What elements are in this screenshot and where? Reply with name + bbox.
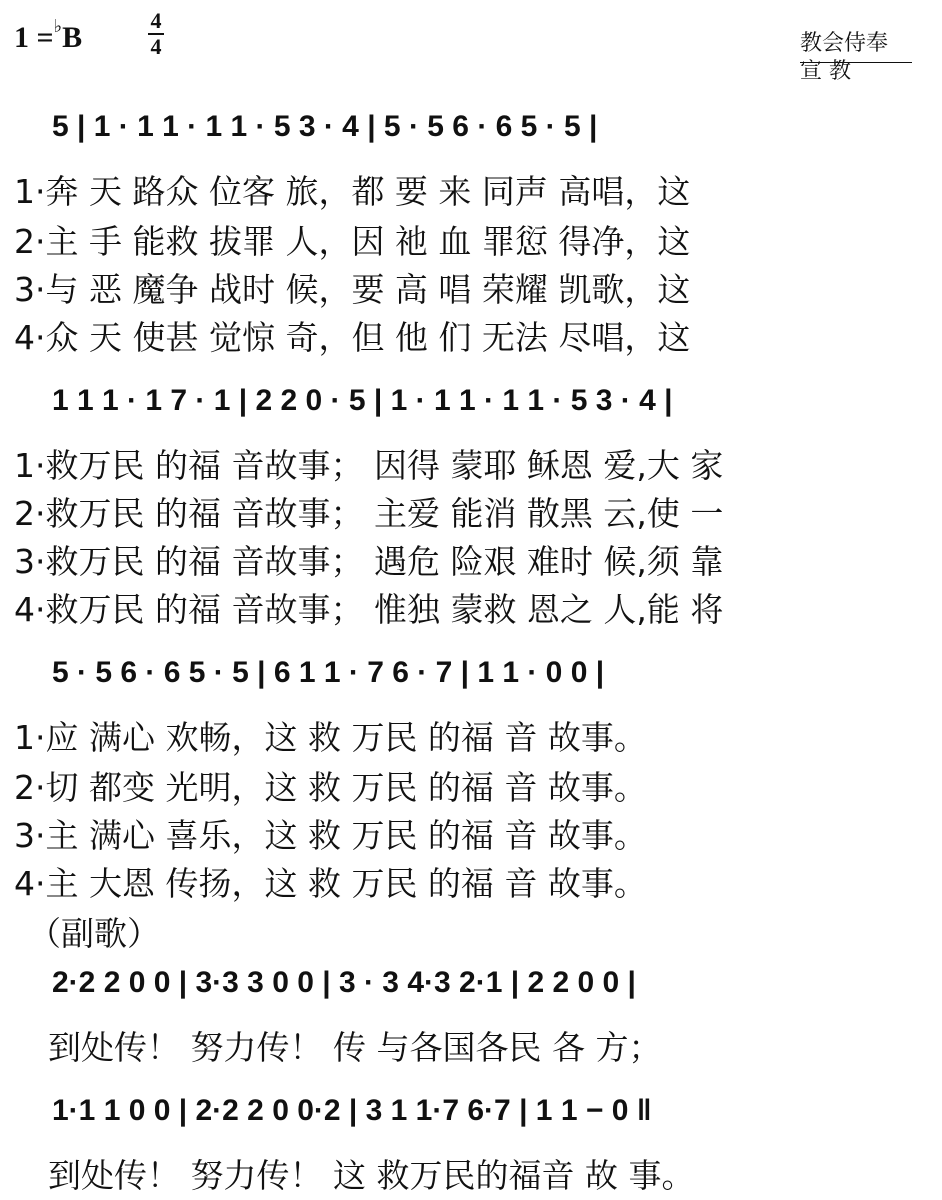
time-signature — [148, 10, 164, 58]
flat-sign: ♭ — [53, 16, 63, 36]
time-signature-bottom: 4 — [150, 34, 162, 59]
notation-line-3: 5 · 5 6 · 6 5 · 5 | 6 1 1 · 7 6 · 7 | 1 1 · 0 0 | — [52, 656, 605, 689]
notation-line-1: 5 | 1 · 1 1 · 1 1 · 5 3 · 4 | 5 · 5 6 · 6 5 · 5 | — [52, 110, 598, 143]
chorus-label: （副歌） — [28, 914, 160, 953]
chorus-lyric-1: 到处传！ 努力传！ 传 与各国各民 各 方； — [48, 1028, 662, 1067]
chorus-notation-1: 2·2 2 0 0 | 3·3 3 0 0 | 3 · 3 4·3 2·1 | 2 2 0 0 | — [52, 966, 636, 999]
lyric-line-1-2: 2·主 手 能救 拔罪 人，因 祂 血 罪愆 得净，这 — [14, 222, 691, 261]
lyric-line-3-1: 1·应 满心 欢畅，这 救 万民 的福 音 故事。 — [14, 718, 647, 757]
key-signature — [14, 16, 83, 55]
credit-rule — [800, 62, 912, 63]
lyric-line-3-2: 2·切 都变 光明，这 救 万民 的福 音 故事。 — [14, 768, 647, 807]
credit-line-1: 教会侍奉 — [800, 31, 889, 56]
chorus-lyric-2: 到处传！ 努力传！ 这 救万民的福音 故 事。 — [48, 1156, 695, 1195]
lyric-line-2-2: 2·救万民 的福 音故事； 主爱 能消 散黑 云,使 一 — [14, 494, 724, 533]
lyric-line-1-4: 4·众 天 使甚 觉惊 奇，但 他 们 无法 尽唱，这 — [14, 318, 691, 357]
chorus-notation-2: 1·1 1 0 0 | 2·2 2 0 0·2 | 3 1 1·7 6·7 | 1 1 − 0 ‖ — [52, 1094, 652, 1127]
credit-line-2: 宣 教 — [800, 59, 851, 84]
lyric-line-2-4: 4·救万民 的福 音故事； 惟独 蒙救 恩之 人,能 将 — [14, 590, 724, 629]
lyric-line-3-3: 3·主 满心 喜乐，这 救 万民 的福 音 故事。 — [14, 816, 647, 855]
lyric-line-2-3: 3·救万民 的福 音故事； 遇危 险艰 难时 候,须 靠 — [14, 542, 724, 581]
key-prefix: 1 = — [14, 21, 54, 54]
credit — [800, 30, 888, 86]
lyric-line-2-1: 1·救万民 的福 音故事； 因得 蒙耶 稣恩 爱,大 家 — [14, 446, 724, 485]
lyric-line-3-4: 4·主 大恩 传扬，这 救 万民 的福 音 故事。 — [14, 864, 647, 903]
time-signature-top: 4 — [150, 8, 162, 33]
lyric-line-1-3: 3·与 恶 魔争 战时 候，要 高 唱 荣耀 凯歌，这 — [14, 270, 691, 309]
lyric-line-1-1: 1·奔 天 路众 位客 旅，都 要 来 同声 高唱，这 — [14, 172, 691, 211]
notation-line-2: 1 1 1 · 1 7 · 1 | 2 2 0 · 5 | 1 · 1 1 · 1 1 · 5 3 · 4 | — [52, 384, 673, 417]
key-note: B — [62, 21, 83, 54]
